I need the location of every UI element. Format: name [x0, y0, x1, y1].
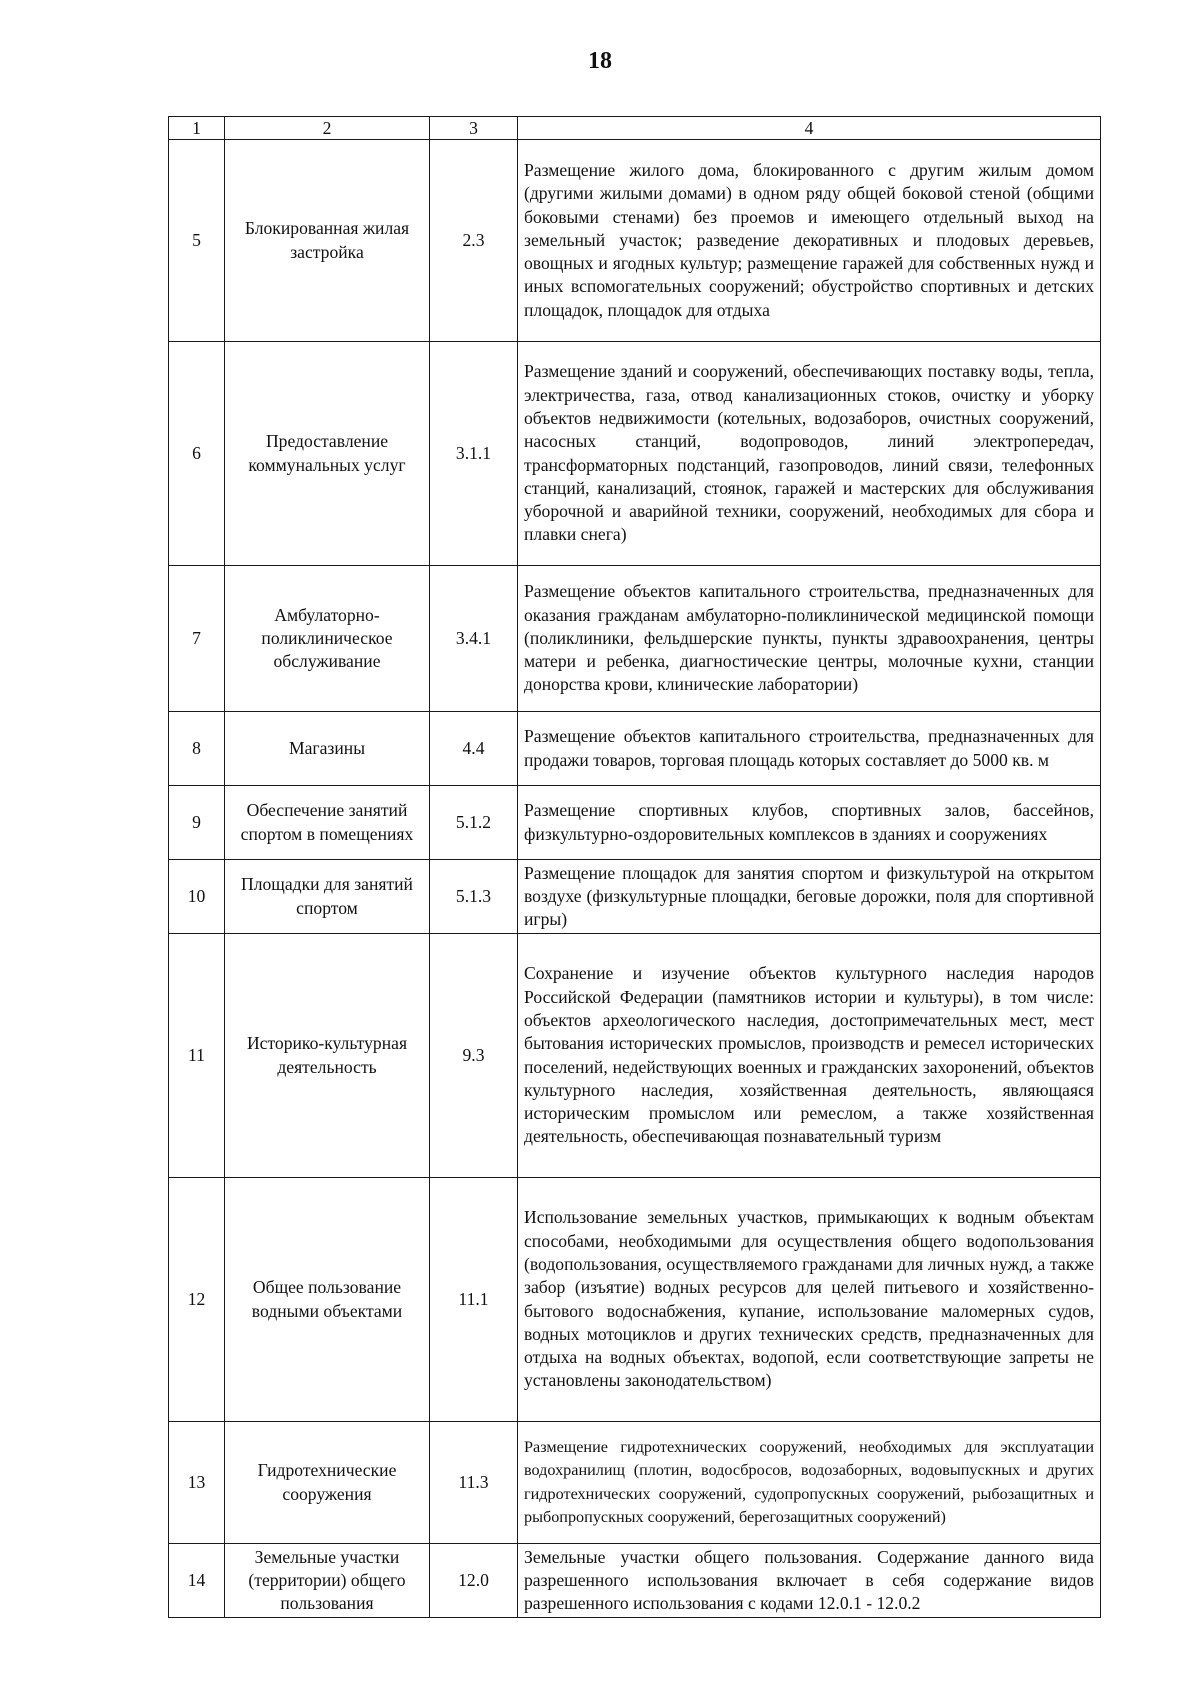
table-row	[169, 860, 1101, 934]
row-number: 14	[169, 1544, 225, 1618]
column-number-3: 3	[430, 117, 518, 140]
table-row	[169, 140, 1101, 342]
land-use-code: 4.4	[430, 712, 518, 786]
land-use-description: Размещение площадок для занятия спортом и физкультурой на открытом воздухе (физкультурные площадки, беговые дорожки, поля для спортивной игры)	[518, 860, 1101, 934]
row-number: 7	[169, 566, 225, 712]
land-use-code: 5.1.3	[430, 860, 518, 934]
land-use-name: Земельные участки (территории) общего пользования	[225, 1544, 430, 1618]
land-use-description: Размещение объектов капитального строительства, предназначенных для оказания гражданам амбулаторно-поликлинической медицинской помощи (поликлиники, фельдшерские пункты, пункты здравоохранения, центры матери и ребенка, диагностические центры, молочные кухни, станции донорства крови, клинические лаборатории)	[518, 566, 1101, 712]
land-use-description: Размещение зданий и сооружений, обеспечивающих поставку воды, тепла, электричества, газа, отвод канализационных стоков, очистку и уборку объектов недвижимости (котельных, водозаборов, очистных сооружений, насосных станций, водопроводов, линий электропередач, трансформаторных подстанций, газопроводов, линий связи, телефонных станций, канализаций, стоянок, гаражей и мастерских для обслуживания уборочной и аварийной техники, сооружений, необходимых для сбора и плавки снега)	[518, 342, 1101, 566]
page-number: 18	[588, 48, 612, 74]
land-use-code: 11.1	[430, 1178, 518, 1422]
row-number: 11	[169, 934, 225, 1178]
land-use-description: Земельные участки общего пользования. Содержание данного вида разрешенного использования включает в себя содержание видов разрешенного использования с кодами 12.0.1 - 12.0.2	[518, 1544, 1101, 1618]
land-use-description: Сохранение и изучение объектов культурного наследия народов Российской Федерации (памятников истории и культуры), в том числе: объектов археологического наследия, достопримечательных мест, мест бытования исторических промыслов, производств и ремесел исторических поселений, недействующих военных и гражданских захоронений, объектов культурного наследия, хозяйственная деятельность, являющаяся историческим промыслом или ремеслом, а также хозяйственная деятельность, обеспечивающая познавательный туризм	[518, 934, 1101, 1178]
land-use-name: Площадки для занятий спортом	[225, 860, 430, 934]
row-number: 8	[169, 712, 225, 786]
land-use-name: Предоставление коммунальных услуг	[225, 342, 430, 566]
table-row	[169, 934, 1101, 1178]
land-use-description: Размещение гидротехнических сооружений, необходимых для эксплуатации водохранилищ (плотин, водосбросов, водозаборных, водовыпускных и других гидротехнических сооружений, судопропускных сооружений, рыбозащитных и рыбопропускных сооружений, берегозащитных сооружений)	[518, 1422, 1101, 1544]
land-use-description: Размещение спортивных клубов, спортивных залов, бассейнов, физкультурно-оздоровительных комплексов в зданиях и сооружениях	[518, 786, 1101, 860]
table-row	[169, 1544, 1101, 1618]
column-number-1: 1	[169, 117, 225, 140]
table-row	[169, 566, 1101, 712]
row-number: 5	[169, 140, 225, 342]
column-number-2: 2	[225, 117, 430, 140]
column-number-4: 4	[518, 117, 1101, 140]
row-number: 9	[169, 786, 225, 860]
table-row	[169, 1178, 1101, 1422]
table-row	[169, 786, 1101, 860]
land-use-table	[168, 116, 1101, 1618]
land-use-code: 12.0	[430, 1544, 518, 1618]
row-number: 13	[169, 1422, 225, 1544]
table-row	[169, 342, 1101, 566]
land-use-description: Размещение жилого дома, блокированного с другим жилым домом (другими жилыми домами) в одном ряду общей боковой стеной (общими боковыми стенами) без проемов и имеющего отдельный выход на земельный участок; разведение декоративных и плодовых деревьев, овощных и ягодных культур; размещение гаражей для собственных нужд и иных вспомогательных сооружений; обустройство спортивных и детских площадок, площадок для отдыха	[518, 140, 1101, 342]
land-use-description: Размещение объектов капитального строительства, предназначенных для продажи товаров, торговая площадь которых составляет до 5000 кв. м	[518, 712, 1101, 786]
land-use-code: 3.1.1	[430, 342, 518, 566]
land-use-code: 11.3	[430, 1422, 518, 1544]
land-use-name: Блокированная жилая застройка	[225, 140, 430, 342]
row-number: 10	[169, 860, 225, 934]
land-use-name: Историко-культурная деятельность	[225, 934, 430, 1178]
land-use-code: 9.3	[430, 934, 518, 1178]
table-row	[169, 712, 1101, 786]
table-row	[169, 1422, 1101, 1544]
land-use-name: Амбулаторно-поликлиническое обслуживание	[225, 566, 430, 712]
land-use-code: 5.1.2	[430, 786, 518, 860]
land-use-name: Обеспечение занятий спортом в помещениях	[225, 786, 430, 860]
table-header-row	[169, 117, 1101, 140]
row-number: 12	[169, 1178, 225, 1422]
land-use-name: Магазины	[225, 712, 430, 786]
land-use-code: 2.3	[430, 140, 518, 342]
land-use-name: Гидротехнические сооружения	[225, 1422, 430, 1544]
land-use-code: 3.4.1	[430, 566, 518, 712]
land-use-description: Использование земельных участков, примыкающих к водным объектам способами, необходимыми для осуществления общего водопользования (водопользования, осуществляемого гражданами для личных нужд, а также забор (изъятие) водных ресурсов для целей питьевого и хозяйственно-бытового водоснабжения, купание, использование маломерных судов, водных мотоциклов и других технических средств, предназначенных для отдыха на водных объектах, водопой, если соответствующие запреты не установлены законодательством)	[518, 1178, 1101, 1422]
row-number: 6	[169, 342, 225, 566]
land-use-name: Общее пользование водными объектами	[225, 1178, 430, 1422]
